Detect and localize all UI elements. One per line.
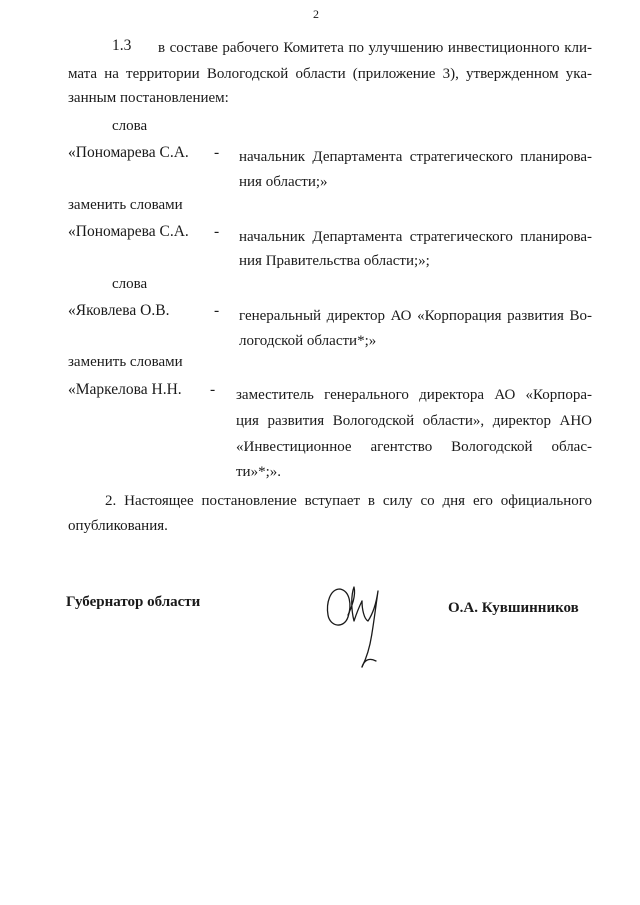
- item-number: 1.3: [112, 37, 132, 54]
- position-line: логодской области*;»: [239, 333, 377, 349]
- position-line: начальник Департамента стратегического планирова-: [239, 149, 592, 165]
- position-line: заместитель генерального директора АО «Корпора-: [236, 387, 592, 403]
- dash: -: [214, 223, 220, 240]
- item-2-line-2: опубликования.: [68, 518, 168, 534]
- position-line: генеральный директор АО «Корпорация развития Во-: [239, 308, 592, 324]
- item-1-3-line-1: в составе рабочего Комитета по улучшению инвестиционного кли-: [158, 40, 592, 56]
- item-1-3-line-3: занным постановлением:: [68, 90, 229, 106]
- page-number: 2: [313, 7, 319, 21]
- intro-text: заменить словами: [68, 354, 183, 370]
- position-line: начальник Департамента стратегического планирова-: [239, 229, 592, 245]
- signatory-title: Губернатор области: [66, 594, 201, 610]
- person-name: «Маркелова Н.Н.: [68, 381, 182, 398]
- position-line: «Инвестиционное агентство Вологодской облас-: [236, 439, 592, 455]
- signatory-name: О.А. Кувшинников: [448, 600, 579, 616]
- item-1-3-line-2: мата на территории Вологодской области (приложение 3), утвержденном ука-: [68, 66, 592, 82]
- position-line: ти»*;».: [236, 464, 281, 480]
- item-2-line-1: 2. Настоящее постановление вступает в силу со дня его официального: [105, 493, 592, 509]
- dash: -: [210, 381, 216, 398]
- person-name: «Яковлева О.В.: [68, 302, 170, 319]
- person-name: «Пономарева С.А.: [68, 223, 189, 240]
- dash: -: [214, 144, 220, 161]
- position-line: ция развития Вологодской области», директор АНО: [236, 413, 592, 429]
- dash: -: [214, 302, 220, 319]
- position-line: ния Правительства области;»;: [239, 253, 430, 269]
- person-name: «Пономарева С.А.: [68, 144, 189, 161]
- intro-text: слова: [112, 276, 148, 292]
- position-line: ния области;»: [239, 174, 328, 190]
- intro-text: слова: [112, 118, 148, 134]
- intro-text: заменить словами: [68, 197, 183, 213]
- handwritten-signature: [318, 575, 398, 675]
